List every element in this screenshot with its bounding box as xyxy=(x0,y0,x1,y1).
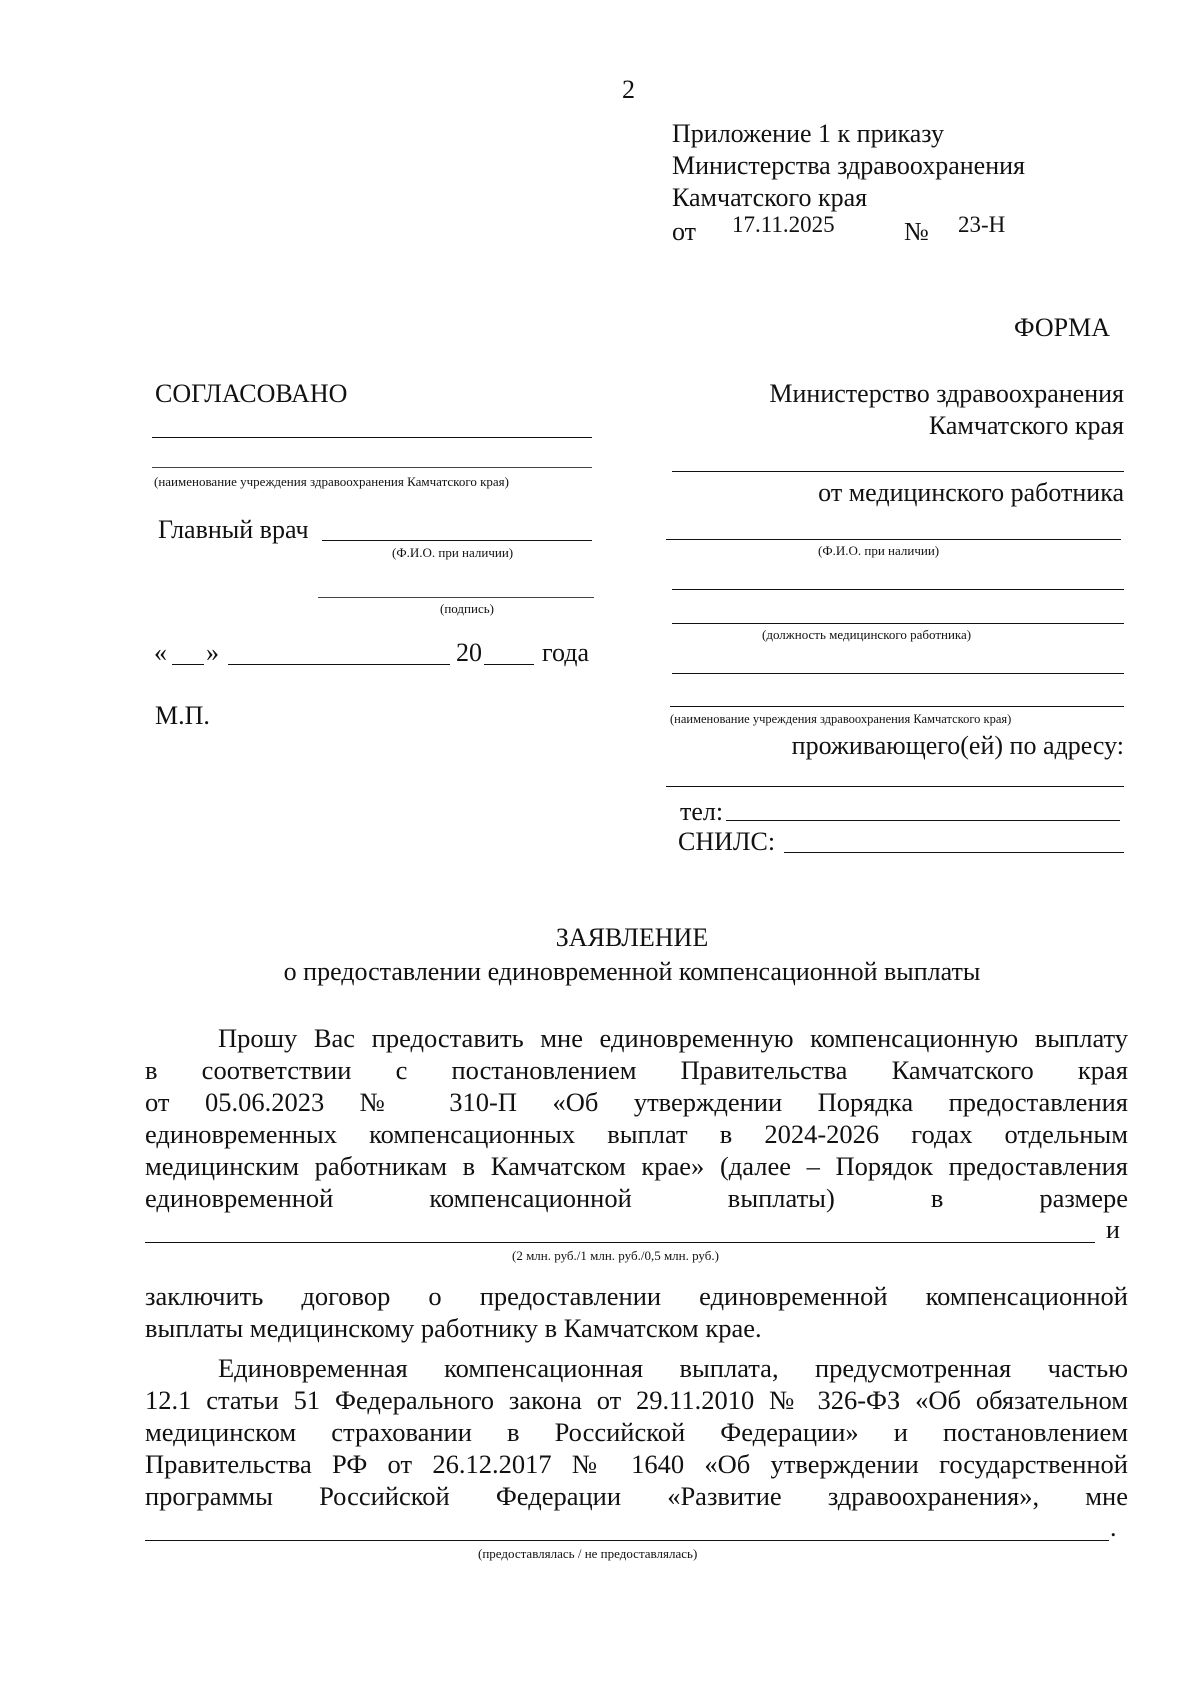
amount-tail: и xyxy=(1106,1215,1120,1244)
date-month-line xyxy=(228,664,450,665)
amount-line xyxy=(145,1242,1095,1243)
appendix-from-label: от xyxy=(672,217,697,246)
p1-line-6: единовременной компенсационной выплаты) в размере xyxy=(145,1183,1128,1213)
chief-doctor-fio-caption: (Ф.И.О. при наличии) xyxy=(392,545,514,560)
addressee-line-2: Камчатского края xyxy=(928,411,1124,440)
approval-institution-caption: (наименование учреждения здравоохранения Камчатского края) xyxy=(154,474,509,489)
appendix-line-3: Камчатского края xyxy=(672,183,868,212)
appendix-number: 23-Н xyxy=(958,212,1006,237)
address-line xyxy=(666,786,1124,787)
appendix-line-2: Министерства здравоохранения xyxy=(672,151,1025,180)
approval-institution-line xyxy=(152,437,592,438)
year-line xyxy=(484,664,534,665)
date-open-quote: « xyxy=(154,638,167,667)
snils-line xyxy=(784,852,1124,853)
addressee-top-line xyxy=(672,471,1124,472)
date-day-line xyxy=(172,664,204,665)
date-close-quote: » xyxy=(206,638,219,667)
p2-line-5: программы Российской Федерации «Развитие здравоохранения», мне xyxy=(145,1481,1128,1511)
statement-subheading: о предоставлении единовременной компенсационной выплаты xyxy=(283,957,981,986)
appendix-date: 17.11.2025 xyxy=(732,212,835,237)
amount-caption: (2 млн. руб./1 млн. руб./0,5 млн. руб.) xyxy=(512,1248,719,1263)
provided-caption: (предоставлялась / не предоставлялась) xyxy=(478,1546,698,1561)
phone-line xyxy=(726,820,1120,821)
residing-label: проживающего(ей) по адресу: xyxy=(791,731,1124,760)
statement-heading: ЗАЯВЛЕНИЕ xyxy=(555,923,709,952)
addressee-line-1: Министерство здравоохранения xyxy=(769,379,1124,408)
chief-doctor-fio-line xyxy=(322,540,592,541)
worker-fio-line xyxy=(666,539,1121,540)
p2-line-4: Правительства РФ от 26.12.2017 № 1640 «Об утверждении государственной xyxy=(145,1449,1128,1479)
p1-line-3: от 05.06.2023 № 310-П «Об утверждении Порядка предоставления xyxy=(145,1087,1128,1117)
seal-label: М.П. xyxy=(155,701,210,730)
p1-line-5: медицинским работникам в Камчатском крае» (далее – Порядок предоставления xyxy=(145,1151,1128,1181)
worker-position-line-1 xyxy=(672,589,1124,590)
p1-line-4: единовременных компенсационных выплат в 2024-2026 годах отдельным xyxy=(145,1119,1128,1149)
p1-cont-line-2: выплаты медицинскому работнику в Камчатском крае. xyxy=(145,1313,762,1343)
signature-caption: (подпись) xyxy=(440,601,494,616)
appendix-line-1: Приложение 1 к приказу xyxy=(672,119,945,148)
p2-line-2: 12.1 статьи 51 Федерального закона от 29.11.2010 № 326-ФЗ «Об обязательном xyxy=(145,1385,1128,1415)
appendix-number-label: № xyxy=(904,217,929,246)
from-worker-label: от медицинского работника xyxy=(818,478,1124,507)
worker-fio-caption: (Ф.И.О. при наличии) xyxy=(818,543,940,558)
p2-line-3: медицинском страховании в Российской Федерации» и постановлением xyxy=(145,1417,1128,1447)
chief-doctor-label: Главный врач xyxy=(158,515,309,544)
p1-cont-line-1: заключить договор о предоставлении единовременной компенсационной xyxy=(145,1281,1128,1311)
phone-label: тел: xyxy=(680,797,724,826)
p1-line-2: в соответствии с постановлением Правительства Камчатского края xyxy=(145,1055,1128,1085)
year-prefix: 20 xyxy=(456,638,482,667)
p1-line-1: Прошу Вас предоставить мне единовременную компенсационную выплату xyxy=(218,1023,1128,1053)
snils-label: СНИЛС: xyxy=(678,827,776,856)
approval-institution-underline xyxy=(152,467,592,468)
provided-line xyxy=(145,1540,1109,1541)
year-suffix: года xyxy=(542,638,590,667)
worker-institution-caption: (наименование учреждения здравоохранения Камчатского края) xyxy=(670,712,1012,726)
worker-position-line-2 xyxy=(672,623,1124,624)
worker-position-caption: (должность медицинского работника) xyxy=(762,627,972,642)
worker-institution-line-1 xyxy=(672,673,1124,674)
worker-institution-line-2 xyxy=(670,706,1124,707)
p2-line-1: Единовременная компенсационная выплата, предусмотренная частью xyxy=(218,1353,1128,1383)
page-number: 2 xyxy=(622,75,635,104)
signature-line xyxy=(318,597,594,598)
provided-tail: . xyxy=(1110,1513,1117,1542)
form-label: ФОРМА xyxy=(1014,313,1110,342)
approval-heading: СОГЛАСОВАНО xyxy=(155,379,348,408)
